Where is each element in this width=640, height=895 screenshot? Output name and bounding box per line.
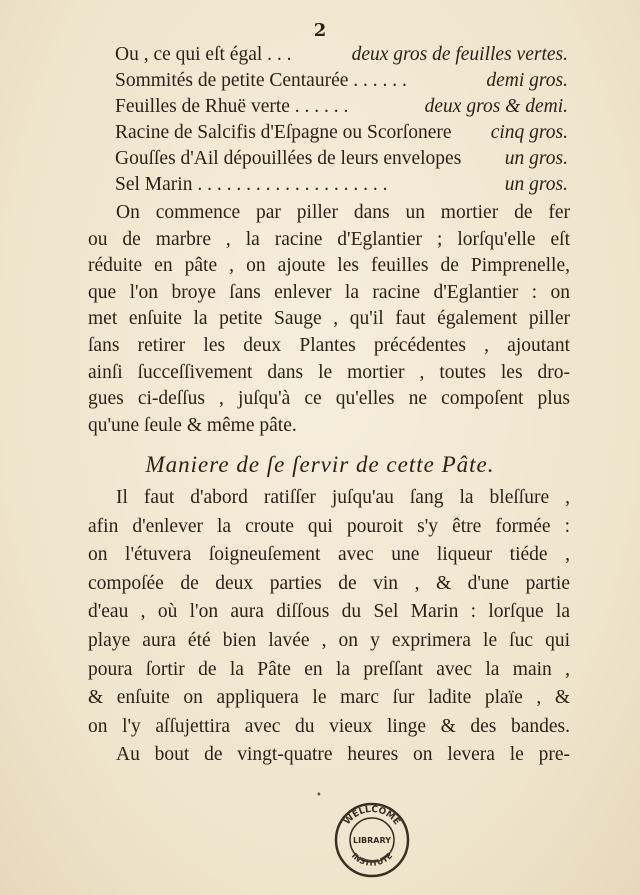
ingredient-name: Ou , ce qui eſt égal . . . xyxy=(115,44,292,65)
text-line: on l'étuvera ſoigneuſement avec une liqueur tiéde , xyxy=(88,544,570,566)
paragraph-usage xyxy=(88,484,570,770)
ingredient-name: Sommités de petite Centaurée . . . . . . xyxy=(115,70,407,91)
ingredient-quantity: demi gros. xyxy=(486,70,568,91)
text-line: Au bout de vingt-quatre heures on levera le pre- xyxy=(116,744,570,766)
text-line: & enſuite on appliquera le marc ſur ladite plaïe , & xyxy=(88,687,570,709)
ingredient-name: Gouſſes d'Ail dépouillées de leurs envelopes xyxy=(115,148,462,169)
ingredient-quantity: deux gros & demi. xyxy=(424,96,568,117)
text-line: Il faut d'abord ratiſſer juſqu'au ſang la bleſſure , xyxy=(116,487,570,508)
text-line: qu'une ſeule & même pâte. xyxy=(88,414,297,436)
text-line: met enſuite la petite Sauge , qu'il faut également piller xyxy=(88,308,570,330)
ingredient-quantity: cinq gros. xyxy=(490,122,568,143)
svg-text:WELLCOME xyxy=(343,805,402,827)
text-line: que l'on broye ſans enlever la racine d'Eglantier : on xyxy=(88,281,570,303)
text-line: compoſée de deux parties de vin , & d'une partie xyxy=(88,572,570,594)
text-line: on l'y aſſujettira avec du vieux linge & des bandes. xyxy=(88,715,570,737)
section-heading: Maniere de ſe ſervir de cette Pâte. xyxy=(145,452,495,477)
ink-mark: • xyxy=(316,790,322,801)
library-stamp xyxy=(332,800,412,880)
ingredient-quantity: un gros. xyxy=(504,174,568,195)
stamp-top-text: WELLCOME xyxy=(342,804,402,828)
text-line: playe aura été bien lavée , on y exprimera le ſuc qui xyxy=(88,629,570,651)
stamp-bottom-text: INSTITUTE xyxy=(349,851,395,868)
stamp-center-text: LIBRARY xyxy=(352,836,392,845)
paragraph-preparation xyxy=(88,200,570,439)
text-line: gues ci-deſſus , juſqu'à ce qu'elles ne compoſent plus xyxy=(88,388,570,410)
text-line: poura ſortir de la Pâte en la preſſant avec la main , xyxy=(88,658,570,680)
ingredient-name: Racine de Salcifis d'Eſpagne ou Scorſonere xyxy=(115,122,452,143)
svg-text:INSTITUTE xyxy=(350,851,394,868)
text-line: On commence par piller dans un mortier de fer xyxy=(116,202,570,223)
ingredient-quantity: deux gros de feuilles vertes. xyxy=(351,44,568,65)
ingredient-name: Feuilles de Rhuë verte . . . . . . xyxy=(115,96,349,117)
text-line: ſans retirer les deux Plantes précédentes , ajoutant xyxy=(88,334,570,356)
page-number: 2 xyxy=(313,20,327,41)
text-line: réduite en pâte , on ajoute les feuilles de Pimprenelle, xyxy=(88,255,570,277)
text-line: ou de marbre , la racine d'Eglantier ; lorſqu'elle eſt xyxy=(88,228,570,250)
text-line: afin d'enlever la croute qui pouroit s'y être formée : xyxy=(88,515,570,537)
text-line: ainſi ſucceſſivement dans le mortier , toutes les dro- xyxy=(88,361,570,383)
ingredient-name: Sel Marin . . . . . . . . . . . . . . . . . . . . xyxy=(115,174,388,195)
ingredient-quantity: un gros. xyxy=(504,148,568,169)
text-line: d'eau , où l'on aura diſſous du Sel Marin : lorſque la xyxy=(88,601,570,623)
